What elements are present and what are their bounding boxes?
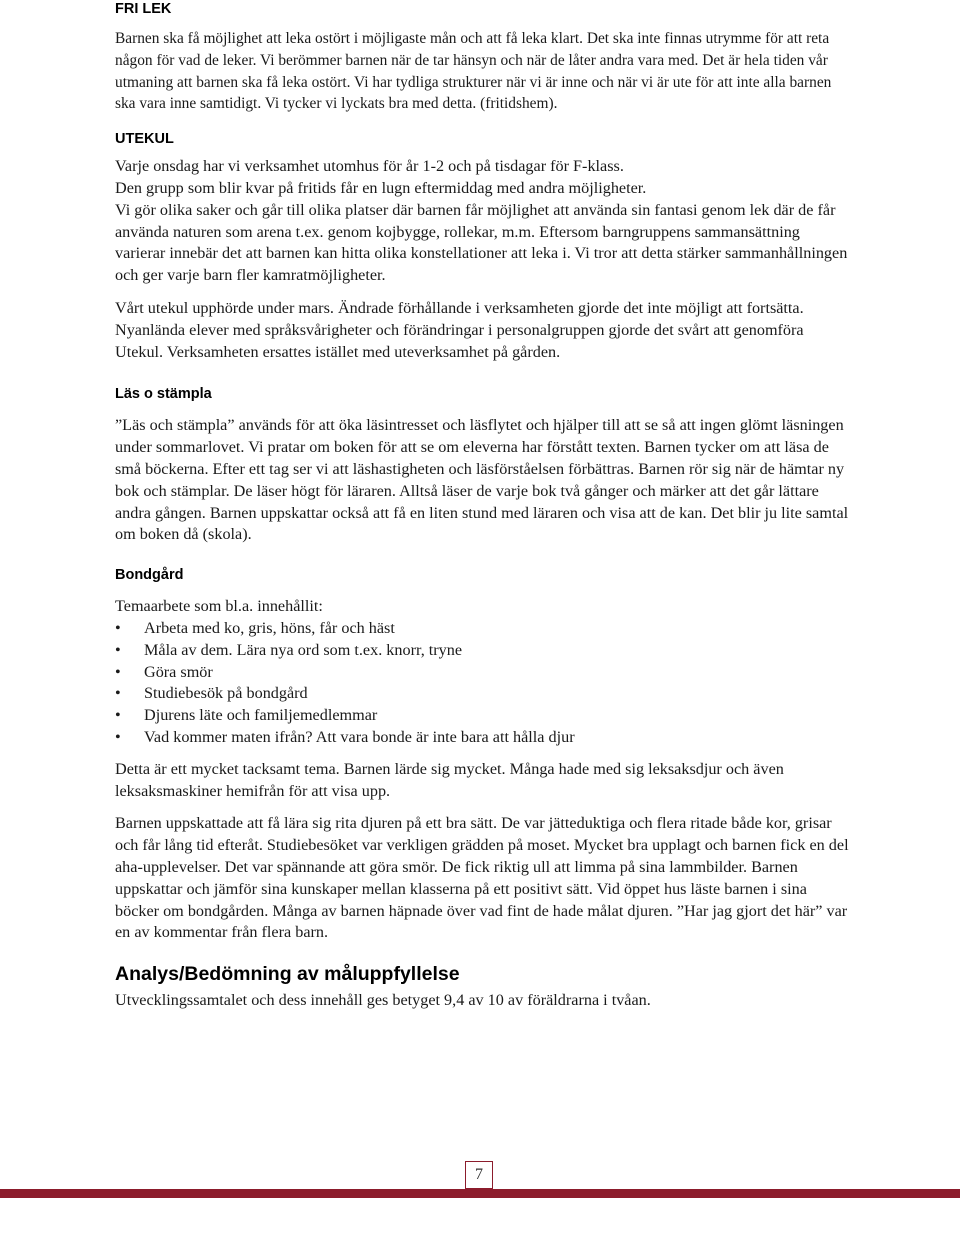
analys-paragraph: Utvecklingssamtalet och dess innehåll ges betyget 9,4 av 10 av föräldrarna i tvåan. (115, 991, 651, 1010)
bullet-icon: • (115, 618, 121, 637)
bondgard-intro: Temaarbete som bl.a. innehållit: (115, 597, 323, 616)
bondgard-paragraph-2: Barnen uppskattade att få lära sig rita djuren på ett bra sätt. De var jätteduktiga och flera ritade både kor, grisar och får lång tid efteråt. Studiebesöket var verkligen grädden på moset. Mycket bra upplagt och barnen fick en del aha-upplevelser. Det var spännande att göra smör. De fick riktig ull att limma på sina lammbilder. Barnen uppskattar och jämför sina kunskaper mellan klasserna på ett positivt sätt. Vid öppet hus läste barnen i sina böcker om bondgården. Många av barnen häpnade över vad fint de hade målat djuren. ”Har jag gjort det här” var en av kommentar från flera barn. (115, 814, 849, 942)
footer-rule (0, 1189, 960, 1198)
utekul-line-3: Vi gör olika saker och går till olika platser där barnen får möjlighet att använda sin fantasi genom lek där de får använda naturen som arena t.ex. genom kojbygge, rollekar, m.m. Eftersom barngruppens sammansättning varierar innebär det att barnen kan hitta olika konstellationer att leka i. Vi tror att detta stärker sammanhållningen och ger varje barn fler kamratmöjligheter. (115, 200, 848, 285)
heading-bondgard: Bondgård (115, 567, 184, 584)
bullet-icon: • (115, 640, 121, 659)
bullet-icon: • (115, 684, 121, 703)
bullet-icon: • (115, 662, 121, 681)
bondgard-list (115, 618, 850, 749)
utekul-paragraph-2: Vårt utekul upphörde under mars. Ändrade förhållande i verksamheten gjorde det inte möjligt att fortsätta. Nyanlända elever med språksvårigheter och förändringar i personalgruppen gjorde det svårt att genomföra Utekul. Verksamheten ersattes istället med uteverksamhet på gården. (115, 298, 804, 361)
heading-fri-lek: FRI LEK (115, 1, 172, 17)
bullet-icon: • (115, 706, 121, 725)
list-item: • Arbeta med ko, gris, höns, får och häst (115, 618, 850, 640)
list-item: • Vad kommer maten ifrån? Att vara bonde är inte bara att hålla djur (115, 727, 850, 749)
heading-utekul: UTEKUL (115, 131, 174, 148)
page-number: 7 (465, 1161, 493, 1189)
list-item: • Studiebesök på bondgård (115, 683, 850, 705)
list-item: • Göra smör (115, 662, 850, 684)
list-item: • Djurens läte och familjemedlemmar (115, 705, 850, 727)
fri-lek-paragraph: Barnen ska få möjlighet att leka ostört i möjligaste mån och att få leka klart. Det ska inte finnas utrymme för att reta någon för vad de leker. Vi berömmer barnen när de tar hänsyn och när de låter andra vara med. Det är hela tiden vår utmaning att barnen ska få leka ostört. Vi har tydliga strukturer när vi är inne och när vi är ute för att inte alla barnen ska vara inne samtidigt. Vi tycker vi lyckats bra med detta. (fritidshem). (115, 30, 832, 113)
bullet-icon: • (115, 727, 121, 746)
heading-las-o-stampla: Läs o stämpla (115, 386, 212, 403)
list-item: • Måla av dem. Lära nya ord som t.ex. knorr, tryne (115, 640, 850, 662)
heading-analys: Analys/Bedömning av måluppfyllelse (115, 963, 460, 986)
las-paragraph: ”Läs och stämpla” används för att öka läsintresset och läsflytet och hjälper till att se så att ingen glömt läsningen under sommarlovet. Vi pratar om boken för att se om eleverna har förstått texten. Barnen tycker om att läsa de små böckerna. Efter ett tag ser vi att läshastigheten och läsförståelsen förbättras. Barnen rör sig när de hämtar ny bok och stämplar. De läser högt för läraren. Alltså läser de varje bok två gånger och märker att det går lättare andra gången. Barnen uppskattar också att få en liten stund med läraren och visa att de kan. Det blir ju lite samtal om boken då (skola). (115, 416, 849, 544)
document-page (115, 0, 850, 1012)
utekul-line-2: Den grupp som blir kvar på fritids får en lugn eftermiddag med andra möjligheter. (115, 178, 647, 197)
utekul-line-1: Varje onsdag har vi verksamhet utomhus för år 1-2 och på tisdagar för F-klass. (115, 157, 624, 176)
bondgard-paragraph-1: Detta är ett mycket tacksamt tema. Barnen lärde sig mycket. Många hade med sig leksaksdjur och även leksaksmaskiner hemifrån för att visa upp. (115, 759, 784, 800)
